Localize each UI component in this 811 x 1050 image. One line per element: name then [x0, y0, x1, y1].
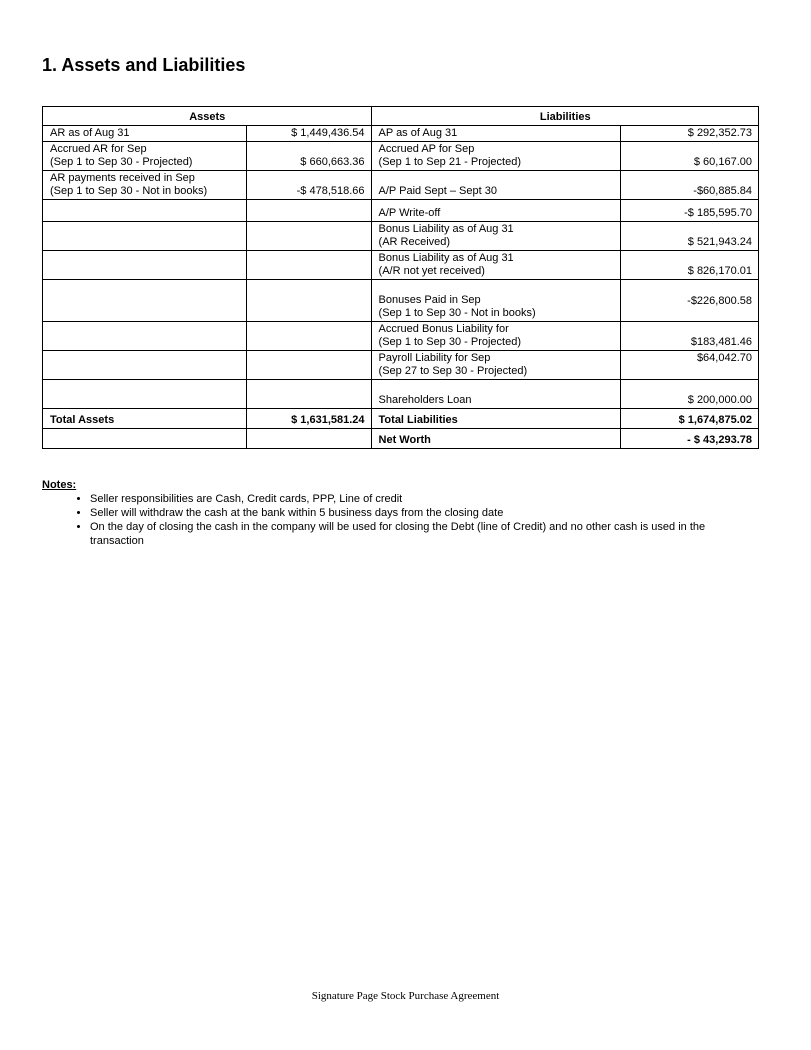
liability-label-cell	[371, 222, 621, 251]
table-row	[43, 142, 759, 171]
cell-line: (Sep 1 to Sep 30 - Projected)	[378, 336, 521, 348]
cell-line: (A/R not yet received)	[378, 265, 485, 277]
cell-line: Net Worth	[378, 434, 431, 446]
liability-label-cell	[371, 380, 621, 409]
asset-value-cell: $ 1,449,436.54	[246, 126, 371, 142]
asset-label-cell	[43, 322, 247, 351]
cell-line: AP as of Aug 31	[378, 127, 458, 139]
cell-line: (AR Received)	[378, 236, 451, 248]
liability-value-cell: -$ 185,595.70	[621, 200, 759, 222]
cell-line: Accrued AR for Sep	[50, 143, 147, 155]
liability-value-cell: - $ 43,293.78	[621, 429, 759, 449]
liability-label-cell	[371, 126, 621, 142]
asset-label-cell	[43, 251, 247, 280]
notes-section	[42, 478, 758, 548]
cell-line: AR payments received in Sep	[50, 172, 195, 184]
asset-value-cell	[246, 280, 371, 322]
cell-line: AR as of Aug 31	[50, 127, 130, 139]
liability-label-cell	[371, 351, 621, 380]
table-row	[43, 280, 759, 322]
table-row	[43, 380, 759, 409]
cell-line	[379, 381, 615, 394]
liability-label-cell	[371, 251, 621, 280]
cell-line: A/P Paid Sept – Sept 30	[378, 185, 497, 197]
table-row	[43, 200, 759, 222]
asset-label-cell	[43, 280, 247, 322]
cell-line: Total Liabilities	[378, 414, 458, 426]
cell-line: (Sep 1 to Sep 30 - Projected)	[50, 156, 193, 168]
liability-label-cell	[371, 200, 621, 222]
asset-value-cell	[246, 322, 371, 351]
asset-value-cell	[246, 380, 371, 409]
table-row	[43, 409, 759, 429]
liability-value-cell: $ 60,167.00	[621, 142, 759, 171]
liability-value-cell: $ 826,170.01	[621, 251, 759, 280]
liability-label-cell	[371, 322, 621, 351]
liabilities-header: Liabilities	[371, 107, 758, 126]
cell-line: Bonuses Paid in Sep	[378, 294, 481, 306]
liability-value-cell: $ 1,674,875.02	[621, 409, 759, 429]
table-row	[43, 351, 759, 380]
cell-line: Accrued Bonus Liability for	[378, 323, 509, 335]
table-row	[43, 251, 759, 280]
assets-liabilities-table	[42, 106, 759, 449]
asset-label-cell	[43, 171, 247, 200]
liability-label-cell	[371, 142, 621, 171]
liability-value-cell: -$226,800.58	[621, 280, 759, 322]
liability-value-cell: -$60,885.84	[621, 171, 759, 200]
asset-label-cell	[43, 380, 247, 409]
asset-value-cell	[246, 200, 371, 222]
cell-line	[379, 281, 615, 294]
cell-line: Bonus Liability as of Aug 31	[378, 252, 514, 264]
asset-label-cell	[43, 409, 247, 429]
liability-value-cell: $ 200,000.00	[621, 380, 759, 409]
note-item: • Seller will withdraw the cash at the bank within 5 business days from the closing date	[90, 506, 758, 520]
asset-label-cell	[43, 222, 247, 251]
asset-value-cell	[246, 222, 371, 251]
asset-value-cell	[246, 351, 371, 380]
table-header-row	[43, 107, 759, 126]
cell-line: A/P Write-off	[378, 207, 441, 219]
page-footer: Signature Page Stock Purchase Agreement	[311, 990, 500, 1002]
note-item: • Seller responsibilities are Cash, Credit cards, PPP, Line of credit	[90, 492, 758, 506]
liability-value-cell: $183,481.46	[621, 322, 759, 351]
liability-value-cell: $64,042.70	[621, 351, 759, 380]
cell-line: Shareholders Loan	[378, 394, 472, 406]
asset-label-cell	[43, 429, 247, 449]
table-row	[43, 222, 759, 251]
cell-line: Payroll Liability for Sep	[378, 352, 491, 364]
liability-value-cell: $ 521,943.24	[621, 222, 759, 251]
asset-value-cell: $ 1,631,581.24	[246, 409, 371, 429]
table-row	[43, 126, 759, 142]
asset-value-cell	[246, 429, 371, 449]
table-body	[43, 126, 759, 449]
asset-value-cell	[246, 251, 371, 280]
cell-line: (Sep 27 to Sep 30 - Projected)	[378, 365, 528, 377]
table-row	[43, 322, 759, 351]
cell-line: (Sep 1 to Sep 21 - Projected)	[378, 156, 521, 168]
cell-line: (Sep 1 to Sep 30 - Not in books)	[378, 307, 536, 319]
liability-label-cell	[371, 171, 621, 200]
cell-line: Accrued AP for Sep	[378, 143, 475, 155]
note-item: • On the day of closing the cash in the company will be used for closing the Debt (line of Credit) and no other cash is used in the transaction	[90, 520, 758, 548]
assets-header: Assets	[43, 107, 372, 126]
liability-label-cell	[371, 429, 621, 449]
notes-heading: Notes:	[42, 479, 77, 491]
table-row	[43, 429, 759, 449]
cell-line: Bonus Liability as of Aug 31	[378, 223, 514, 235]
asset-label-cell	[43, 351, 247, 380]
cell-line: Total Assets	[50, 414, 115, 426]
asset-label-cell	[43, 126, 247, 142]
asset-value-cell: $ 660,663.36	[246, 142, 371, 171]
liability-value-cell: $ 292,352.73	[621, 126, 759, 142]
cell-line: (Sep 1 to Sep 30 - Not in books)	[50, 185, 208, 197]
page-title: 1. Assets and Liabilities	[42, 55, 246, 75]
notes-list	[42, 492, 758, 548]
liability-label-cell	[371, 280, 621, 322]
asset-value-cell: -$ 478,518.66	[246, 171, 371, 200]
asset-label-cell	[43, 142, 247, 171]
liability-label-cell	[371, 409, 621, 429]
asset-label-cell	[43, 200, 247, 222]
table-row	[43, 171, 759, 200]
